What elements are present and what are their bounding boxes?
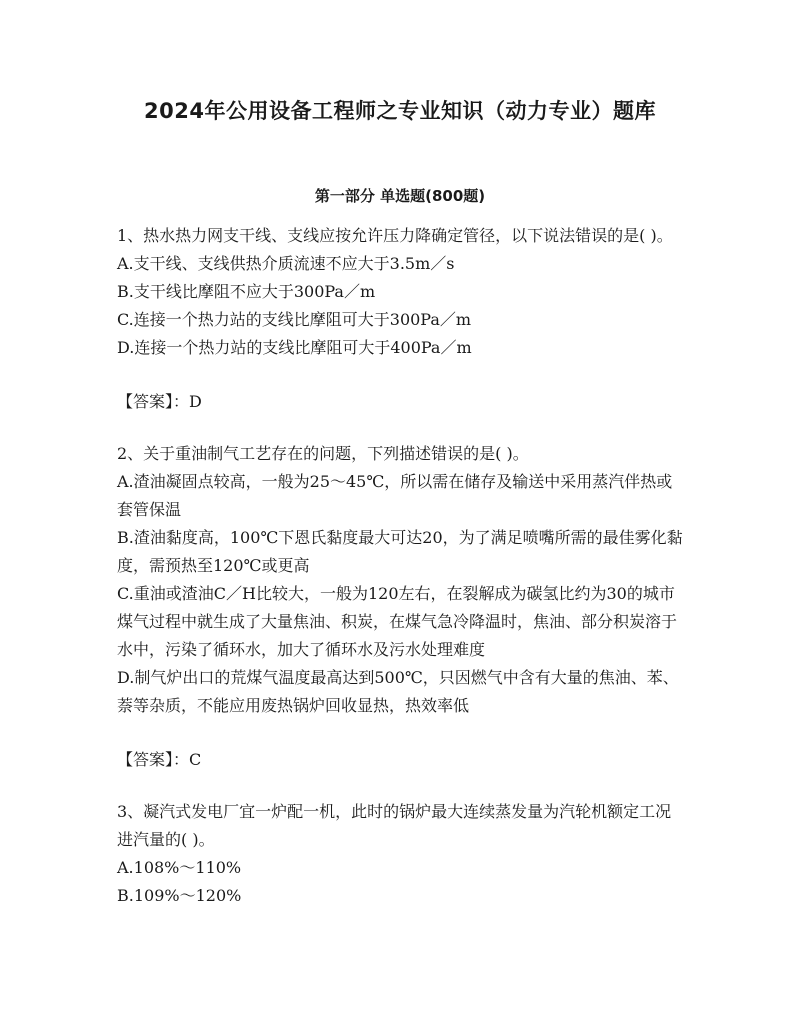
answer-label: 【答案】：C [117, 750, 202, 769]
question-stem: 2、关于重油制气工艺存在的问题，下列描述错误的是( )。 [117, 444, 529, 463]
option-b: B.渣油黏度高，100℃下恩氏黏度最大可达20，为了满足喷嘴所需的最佳雾化黏度，需预热至120℃或更高 [117, 528, 683, 575]
option-a: A.渣油凝固点较高，一般为25～45℃，所以需在储存及输送中采用蒸汽伴热或套管保温 [117, 472, 673, 519]
question-stem: 1、热水热力网支干线、支线应按允许压力降确定管径，以下说法错误的是( )。 [117, 226, 673, 245]
question-2 [117, 440, 685, 774]
option-b: B.支干线比摩阻不应大于300Pa／m [117, 282, 376, 301]
option-c: C.连接一个热力站的支线比摩阻可大于300Pa／m [117, 310, 472, 329]
section-heading: 第一部分 单选题(800题) [314, 187, 486, 205]
document-title: 2024年公用设备工程师之专业知识（动力专业）题库 [144, 99, 656, 123]
option-a: A.108%～110% [117, 858, 242, 877]
question-1 [117, 222, 685, 416]
option-b: B.109%～120% [117, 886, 242, 905]
option-d: D.连接一个热力站的支线比摩阻可大于400Pa／m [117, 338, 472, 357]
question-list [117, 222, 685, 910]
question-stem: 3、凝汽式发电厂宜一炉配一机，此时的锅炉最大连续蒸发量为汽轮机额定工况进汽量的( )。 [117, 802, 672, 849]
question-3 [117, 798, 685, 910]
answer-label: 【答案】：D [117, 392, 202, 411]
option-d: D.制气炉出口的荒煤气温度最高达到500℃，只因燃气中含有大量的焦油、苯、萘等杂质，不能应用废热锅炉回收显热，热效率低 [117, 668, 679, 715]
option-a: A.支干线、支线供热介质流速不应大于3.5m／s [117, 254, 455, 273]
option-c: C.重油或渣油C／H比较大，一般为120左右，在裂解成为碳氢比约为30的城市煤气过程中就生成了大量焦油、积炭，在煤气急冷降温时，焦油、部分积炭溶于水中，污染了循环水，加大了循环水及污水处理难度 [117, 584, 678, 659]
